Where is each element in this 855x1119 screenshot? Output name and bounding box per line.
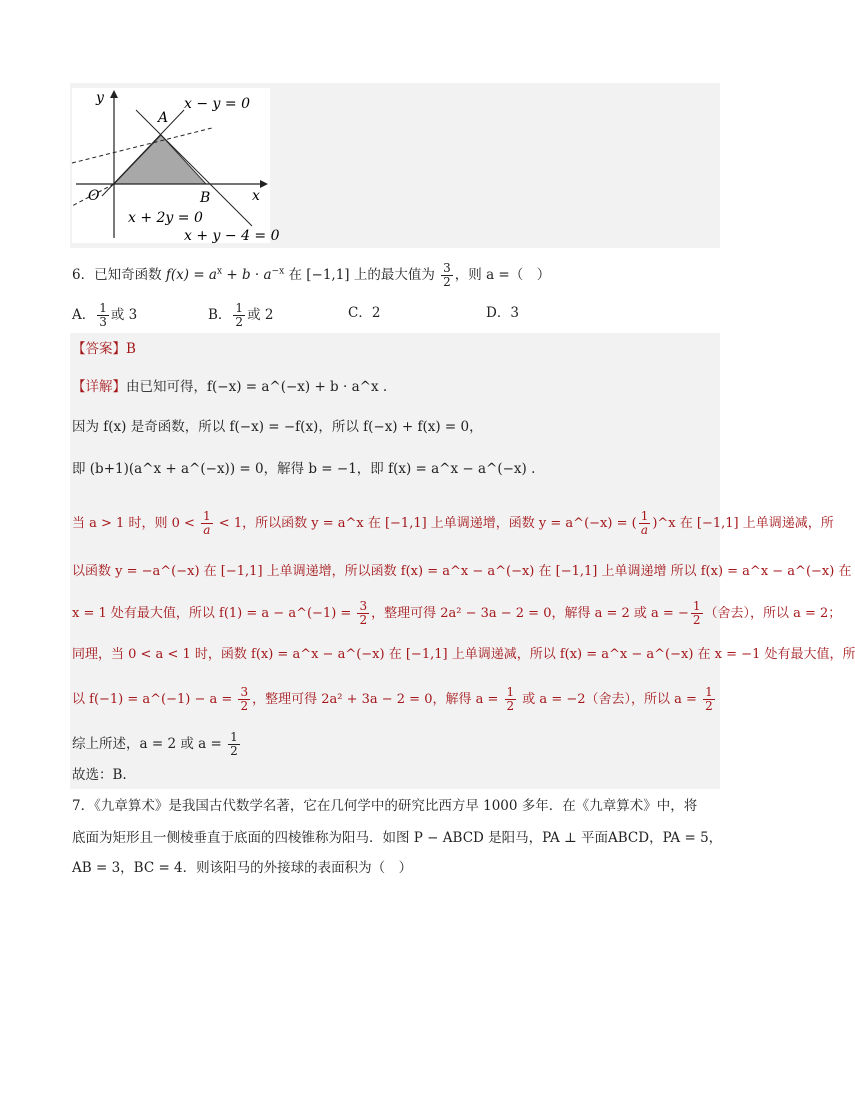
- detail-tag: 【详解】: [72, 379, 126, 395]
- solution-line-2: 即 (b+1)(a^x + a^(−x)) = 0，解得 b = −1，即 f(x) = a^x − a^(−x) .: [72, 461, 536, 477]
- q7-line-2: 底面为矩形且一侧棱垂直于底面的四棱锥称为阳马．如图 P − ABCD 是阳马，PA ⊥ 平面ABCD，PA = 5，: [72, 830, 723, 846]
- solution-line-7: 以 f(−1) = a^(−1) − a = $\frac{3}{2}$ ，整理可得 2a² + 3a − 2 = 0，解得 a = $\frac{1}{2}$ 或 a = −2（舍去），所以 a = $\frac{1}{2}$: [72, 685, 713, 713]
- solution-panel: [70, 333, 720, 789]
- label-o: O: [88, 188, 100, 204]
- q6-stem: 6．已知奇函数 $f(x) = a^x + b \cdot a^{-x}$ 在 [−1,1] 上的最大值为 $\frac{3}{2}$ ，则 a =（ ）: [72, 261, 551, 289]
- coordinate-diagram: [72, 88, 280, 244]
- q7-line-3: AB = 3，BC = 4．则该阳马的外接球的表面积为（ ）: [72, 860, 413, 876]
- label-b: B: [200, 190, 211, 206]
- eq-x-minus-y: x − y = 0: [184, 96, 250, 112]
- eq-x-plus-y-minus-4: x + y − 4 = 0: [184, 228, 280, 244]
- label-a: A: [158, 110, 169, 126]
- option-c[interactable]: C．2: [348, 305, 381, 321]
- solution-line-6: 同理，当 0 < a < 1 时，函数 f(x) = a^x − a^(−x) 在 [−1,1] 上单调递减，所以 f(x) = a^x − a^(−x) 在 x = −1 处有最大值，所: [72, 647, 855, 662]
- solution-line-8: 综上所述，a = 2 或 a = $\frac{1}{2}$: [72, 730, 238, 758]
- solution-line-5: x = 1 处有最大值，所以 f(1) = a − a^(−1) = $\frac{3}{2}$ ，整理可得 2a² − 3a − 2 = 0，解得 a = 2 或 a = − $\frac{1}{2}$ （舍去），所以 a = 2；: [72, 599, 842, 627]
- solution-line-4: 以函数 y = −a^(−x) 在 [−1,1] 上单调递增，所以函数 f(x) = a^x − a^(−x) 在 [−1,1] 上单调递增 所以 f(x) = a^x − a^(−x) 在: [72, 564, 852, 579]
- option-b[interactable]: B． $\frac{1}{2}$ 或 2: [208, 301, 274, 329]
- label-y: y: [96, 90, 104, 106]
- solution-line-1: 因为 f(x) 是奇函数，所以 f(−x) = −f(x)，所以 f(−x) + f(x) = 0，: [72, 419, 483, 435]
- solution-line-9: 故选：B.: [72, 767, 127, 783]
- feasible-region-figure: [72, 88, 280, 244]
- q7-line-1: 7．《九章算术》是我国古代数学名著，它在几何学中的研究比西方早 1000 多年．在《九章算术》中，将: [72, 798, 698, 814]
- answer-line: 【答案】B: [72, 341, 136, 357]
- q6-max-fraction: $\frac{3}{2}$: [443, 261, 451, 289]
- x-axis-arrow: [260, 180, 268, 188]
- option-a[interactable]: A． $\frac{1}{3}$ 或 3: [72, 301, 138, 329]
- detail-line: 【详解】由已知可得，f(−x) = a^(−x) + b · a^x .: [72, 379, 388, 395]
- option-d[interactable]: D．3: [486, 305, 519, 321]
- label-x: x: [252, 188, 260, 204]
- solution-line-3: 当 a > 1 时，则 0 < $\frac{1}{a} < 1$，所以函数 y = a^x 在 [−1,1] 上单调递增，函数 y = a^(−x) = ( $\frac{1}{a}$ )^x 在 [−1,1] 上单调递减，所: [72, 509, 834, 537]
- shaded-triangle: [114, 135, 206, 184]
- eq-x-plus-2y: x + 2y = 0: [128, 210, 203, 226]
- y-axis-arrow: [110, 90, 118, 98]
